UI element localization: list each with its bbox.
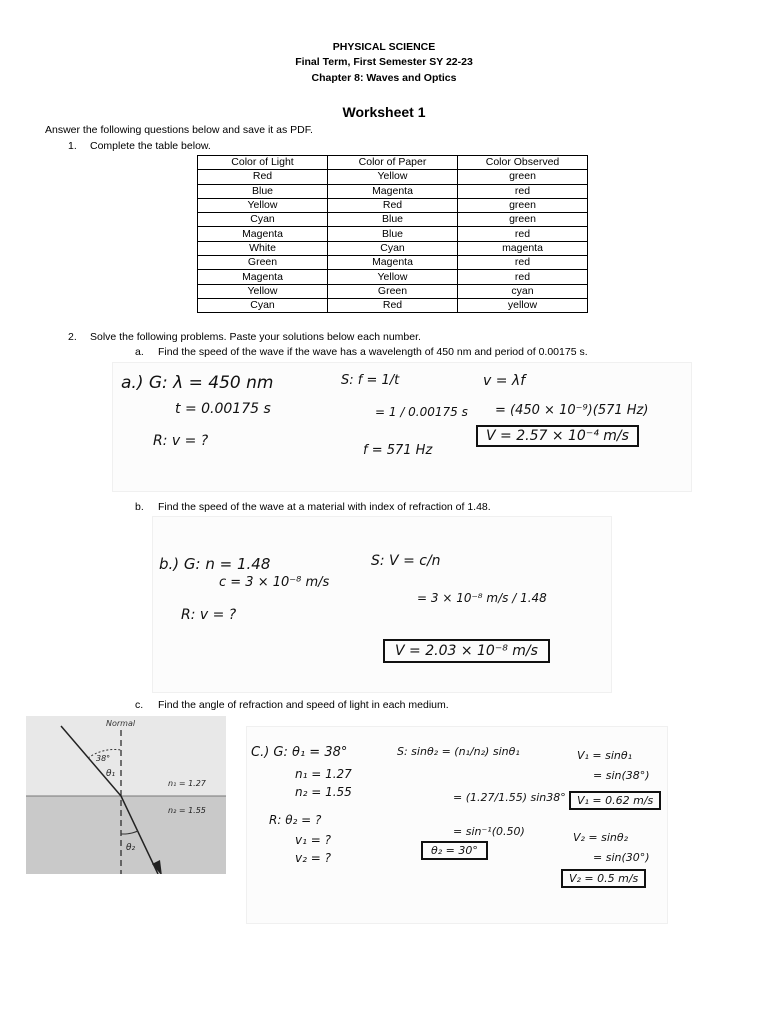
table-cell: red <box>458 256 588 270</box>
q2b-text: Find the speed of the wave at a material with index of refraction of 1.48. <box>158 501 491 513</box>
solution-c-given-3: n₂ = 1.55 <box>295 785 352 799</box>
solution-b-formula: S: V = c/n <box>371 553 441 569</box>
table-cell: Blue <box>328 227 458 241</box>
solution-c-given-1: C.) G: θ₁ = 38° <box>251 745 348 760</box>
table-header-row <box>198 156 588 170</box>
solution-a-given-2: t = 0.00175 s <box>175 401 271 417</box>
table-cell: green <box>458 170 588 184</box>
solution-b-given-2: c = 3 × 10⁻⁸ m/s <box>219 575 330 590</box>
solution-c-v2-formula: V₂ = sinθ₂ <box>573 831 629 844</box>
solution-a-formula: v = λf <box>483 373 526 389</box>
table-cell: Red <box>198 170 328 184</box>
table-cell: Magenta <box>328 256 458 270</box>
table-row <box>198 227 588 241</box>
refraction-diagram <box>26 716 226 874</box>
table-cell: red <box>458 227 588 241</box>
table-row <box>198 298 588 312</box>
q2b-letter: b. <box>135 501 144 513</box>
table-row <box>198 270 588 284</box>
color-table <box>197 155 588 313</box>
table-cell: yellow <box>458 298 588 312</box>
table-cell: Cyan <box>198 298 328 312</box>
table-row <box>198 256 588 270</box>
solution-a-panel <box>112 362 692 492</box>
solution-b-given-1: b.) G: n = 1.48 <box>159 555 271 573</box>
instructions: Answer the following questions below and save it as PDF. <box>45 124 313 136</box>
table-cell: Yellow <box>328 270 458 284</box>
table-cell: Yellow <box>328 170 458 184</box>
solution-b-required: R: v = ? <box>181 607 237 623</box>
q2c-letter: c. <box>135 699 144 711</box>
doc-subject: PHYSICAL SCIENCE <box>332 41 436 53</box>
q1-text: Complete the table below. <box>90 140 211 152</box>
solution-a-given-1: a.) G: λ = 450 nm <box>121 373 274 393</box>
table-cell: magenta <box>458 241 588 255</box>
table-row <box>198 213 588 227</box>
solution-b-answer-box: V = 2.03 × 10⁻⁸ m/s <box>383 639 550 663</box>
solution-a-required: R: v = ? <box>153 433 209 449</box>
table-cell: Green <box>328 284 458 298</box>
solution-c-v1-answer: V₁ = 0.62 m/s <box>569 791 661 810</box>
solution-b-substitution: = 3 × 10⁻⁸ m/s / 1.48 <box>417 591 547 605</box>
table-cell: Yellow <box>198 284 328 298</box>
table-cell: Magenta <box>198 227 328 241</box>
table-cell: Blue <box>328 213 458 227</box>
table-row <box>198 241 588 255</box>
solution-c-required-2: v₁ = ? <box>295 833 331 847</box>
theta1-label: θ₁ <box>106 769 116 779</box>
solution-c-required-3: v₂ = ? <box>295 851 331 865</box>
table-cell: Green <box>198 256 328 270</box>
column-header: Color Observed <box>458 156 588 170</box>
table-row <box>198 184 588 198</box>
solution-c-v1-formula: V₁ = sinθ₁ <box>577 749 633 762</box>
table-cell: White <box>198 241 328 255</box>
q2-number: 2. <box>68 331 77 343</box>
table-cell: Red <box>328 298 458 312</box>
solution-c-v2-sub: = sin(30°) <box>593 851 650 864</box>
q2a-letter: a. <box>135 346 144 358</box>
solution-c-step-1: S: sinθ₂ = (n₁/n₂) sinθ₁ <box>397 745 520 758</box>
doc-chapter: Chapter 8: Waves and Optics <box>311 72 457 84</box>
table-cell: green <box>458 198 588 212</box>
q2c-text: Find the angle of refraction and speed of light in each medium. <box>158 699 449 711</box>
doc-term: Final Term, First Semester SY 22-23 <box>295 56 473 68</box>
table-cell: cyan <box>458 284 588 298</box>
table-cell: Magenta <box>198 270 328 284</box>
column-header: Color of Light <box>198 156 328 170</box>
worksheet-title: Worksheet 1 <box>342 104 426 120</box>
table-cell: Blue <box>198 184 328 198</box>
solution-c-step-2: = (1.27/1.55) sin38° <box>453 791 566 804</box>
table-row <box>198 170 588 184</box>
table-cell: Cyan <box>198 213 328 227</box>
n1-label: n₁ = 1.27 <box>168 779 206 788</box>
solution-b-panel <box>152 516 612 693</box>
solution-c-v1-sub: = sin(38°) <box>593 769 650 782</box>
solution-c-panel <box>246 726 668 924</box>
table-cell: Cyan <box>328 241 458 255</box>
solution-c-given-2: n₁ = 1.27 <box>295 767 352 781</box>
solution-c-step-3: = sin⁻¹(0.50) <box>453 825 525 838</box>
q2-text: Solve the following problems. Paste your solutions below each number. <box>90 331 421 343</box>
table-cell: Yellow <box>198 198 328 212</box>
column-header: Color of Paper <box>328 156 458 170</box>
table-cell: red <box>458 270 588 284</box>
table-cell: red <box>458 184 588 198</box>
solution-c-v2-answer: V₂ = 0.5 m/s <box>561 869 646 888</box>
angle-label-1: 38° <box>96 754 111 763</box>
solution-c-required-1: R: θ₂ = ? <box>269 813 322 827</box>
q2a-text: Find the speed of the wave if the wave has a wavelength of 450 nm and period of 0.00175 s. <box>158 346 588 358</box>
table-row <box>198 198 588 212</box>
theta2-label: θ₂ <box>126 843 136 853</box>
table-cell: Magenta <box>328 184 458 198</box>
q1-number: 1. <box>68 140 77 152</box>
table-row <box>198 284 588 298</box>
solution-a-answer-box: V = 2.57 × 10⁻⁴ m/s <box>476 425 639 447</box>
table-cell: Red <box>328 198 458 212</box>
normal-label: Normal <box>106 719 136 728</box>
solution-c-theta-answer: θ₂ = 30° <box>421 841 488 860</box>
solution-a-step-3: f = 571 Hz <box>363 443 433 458</box>
solution-a-step-2: = 1 / 0.00175 s <box>375 405 468 419</box>
table-cell: green <box>458 213 588 227</box>
n2-label: n₂ = 1.55 <box>168 806 206 815</box>
solution-a-step-1: S: f = 1/t <box>341 373 400 388</box>
solution-a-substitution: = (450 × 10⁻⁹)(571 Hz) <box>495 403 649 418</box>
